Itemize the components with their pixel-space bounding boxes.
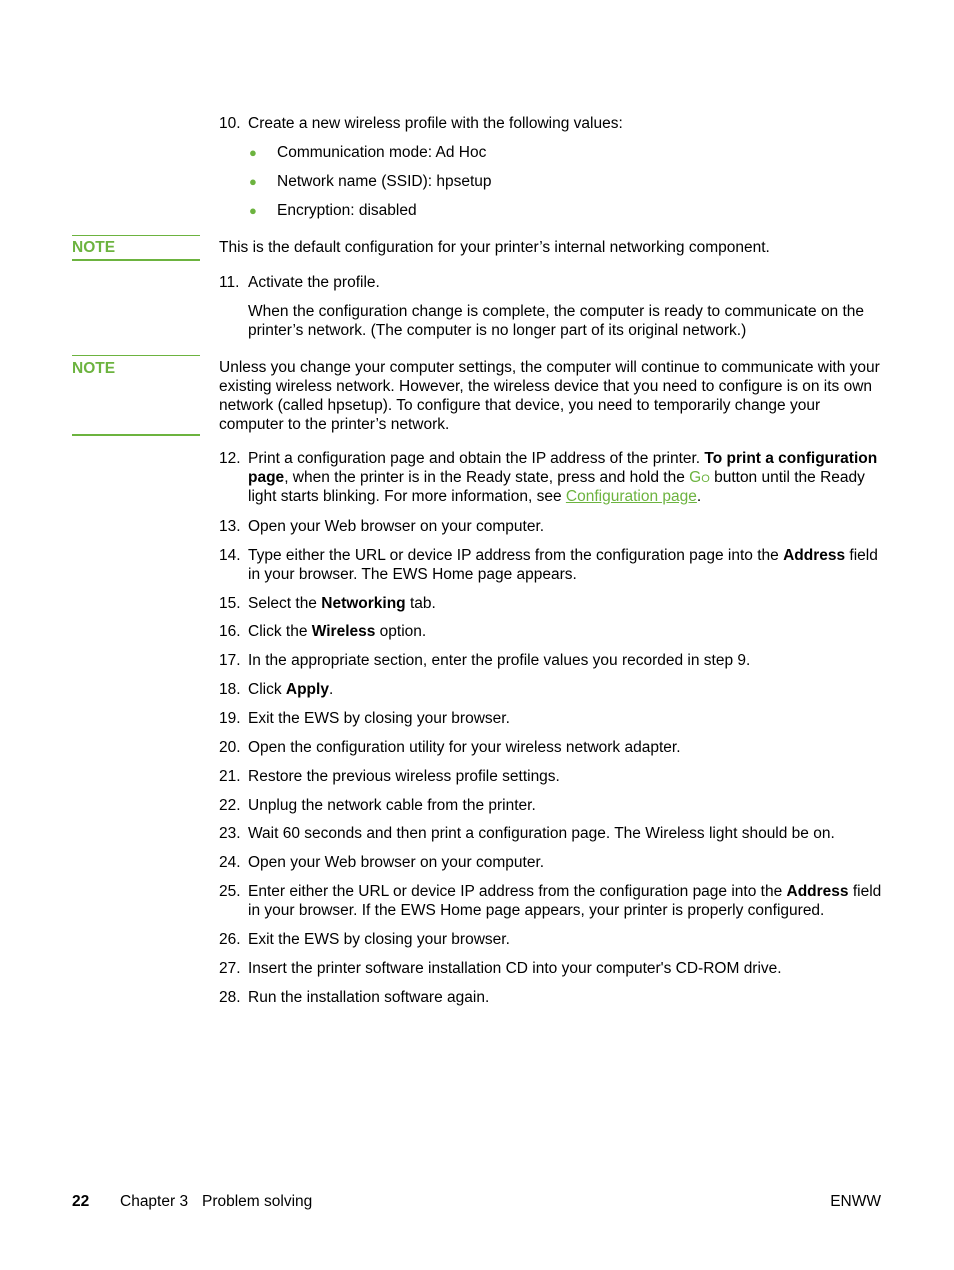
step-text: Exit the EWS by closing your browser. <box>248 931 510 948</box>
bold-run: Networking <box>321 595 406 612</box>
step-number: 16. <box>219 623 241 640</box>
step-number: 26. <box>219 931 241 948</box>
text-run: field in your browser. If the EWS Home page appears, your printer is properly configured. <box>248 883 882 919</box>
bullet-text: Communication mode: Ad Hoc <box>277 144 487 161</box>
step-number: 18. <box>219 681 241 698</box>
step-text: Run the installation software again. <box>248 989 490 1006</box>
note-top-rule <box>72 355 200 356</box>
note-bottom-rule <box>72 434 200 436</box>
step-text: Open your Web browser on your computer. <box>248 518 545 535</box>
step-number: 12. <box>219 450 241 467</box>
configuration-page-link[interactable]: Configuration page <box>565 488 697 505</box>
note-label: NOTE <box>72 239 116 256</box>
step-text: In the appropriate section, enter the profile values you recorded in step 9. <box>248 652 751 669</box>
step-text: Restore the previous wireless profile settings. <box>248 768 560 785</box>
bullet-icon: ● <box>249 174 257 189</box>
step-11-detail: When the configuration change is complete, the computer is ready to communicate on the printer’s network. (The computer is no longer part of its original network.) <box>248 303 865 339</box>
bullet-text: Encryption: disabled <box>277 202 417 219</box>
bold-run: Address <box>783 547 846 564</box>
step-number: 22. <box>219 797 241 814</box>
step-text: Exit the EWS by closing your browser. <box>248 710 510 727</box>
step-number: 20. <box>219 739 241 756</box>
step-number: 13. <box>219 518 241 535</box>
step-number: 14. <box>219 547 241 564</box>
text-run: , when the printer is in the Ready state, press and hold the <box>284 469 690 486</box>
text-run: Type either the URL or device IP address from the configuration page into the <box>248 547 784 564</box>
step-text <box>248 882 888 920</box>
step-number: 24. <box>219 854 241 871</box>
step-text: Unplug the network cable from the printer. <box>248 797 536 814</box>
step-text <box>248 594 888 613</box>
step-text: Open your Web browser on your computer. <box>248 854 545 871</box>
step-number: 23. <box>219 825 241 842</box>
go-button-label: Go <box>689 469 710 486</box>
step-text: Create a new wireless profile with the following values: <box>248 115 623 132</box>
note-label: NOTE <box>72 360 116 377</box>
step-text: Insert the printer software installation CD into your computer's CD-ROM drive. <box>248 960 782 977</box>
page-number: 22 <box>72 1193 90 1210</box>
text-run: Enter either the URL or device IP address from the configuration page into the <box>248 883 787 900</box>
step-number: 17. <box>219 652 241 669</box>
bullet-icon: ● <box>249 145 257 160</box>
bold-run: Address <box>786 883 849 900</box>
step-text: Open the configuration utility for your wireless network adapter. <box>248 739 681 756</box>
step-number: 19. <box>219 710 241 727</box>
footer-chapter: Chapter 3 <box>120 1193 189 1210</box>
bold-run: To print a configuration page <box>248 450 878 486</box>
bold-run: Apply <box>285 681 329 698</box>
step-number: 28. <box>219 989 241 1006</box>
note-text: This is the default configuration for your printer’s internal networking component. <box>219 239 770 256</box>
step-number: 21. <box>219 768 241 785</box>
note-text: Unless you change your computer settings, the computer will continue to communicate with your existing wireless network. However, the wireless device that you need to configure is on its own network (called hpsetup). To configure that device, you need to temporarily change your computer to the printer’s network. <box>219 359 880 433</box>
step-text <box>248 622 888 641</box>
step-text: Activate the profile. <box>248 274 380 291</box>
text-run: button until the Ready light starts blinking. For more information, see <box>248 469 865 505</box>
bullet-text: Network name (SSID): hpsetup <box>277 173 492 190</box>
note-top-rule <box>72 235 200 236</box>
step-text: Wait 60 seconds and then print a configuration page. The Wireless light should be on. <box>248 825 835 842</box>
bold-run: Wireless <box>311 623 376 640</box>
text-run: field in your browser. The EWS Home page appears. <box>248 547 878 583</box>
footer-edition: ENWW <box>830 1193 881 1210</box>
note-bottom-rule <box>72 259 200 261</box>
text-run: tab. <box>405 595 436 612</box>
text-run: option. <box>375 623 427 640</box>
step-number: 15. <box>219 595 241 612</box>
step-text <box>248 680 888 699</box>
step-number: 10. <box>219 115 241 132</box>
text-run: . <box>696 488 702 505</box>
step-text <box>248 546 888 584</box>
step-number: 11. <box>219 274 240 291</box>
text-run: . <box>328 681 334 698</box>
text-run: Click the <box>248 623 312 640</box>
text-run: Click <box>248 681 286 698</box>
footer-section: Problem solving <box>202 1193 313 1210</box>
step-number: 25. <box>219 883 241 900</box>
text-run: Select the <box>248 595 322 612</box>
bullet-icon: ● <box>249 203 257 218</box>
step-number: 27. <box>219 960 241 977</box>
text-run: Print a configuration page and obtain the IP address of the printer. <box>248 450 705 467</box>
step-text <box>248 449 888 506</box>
